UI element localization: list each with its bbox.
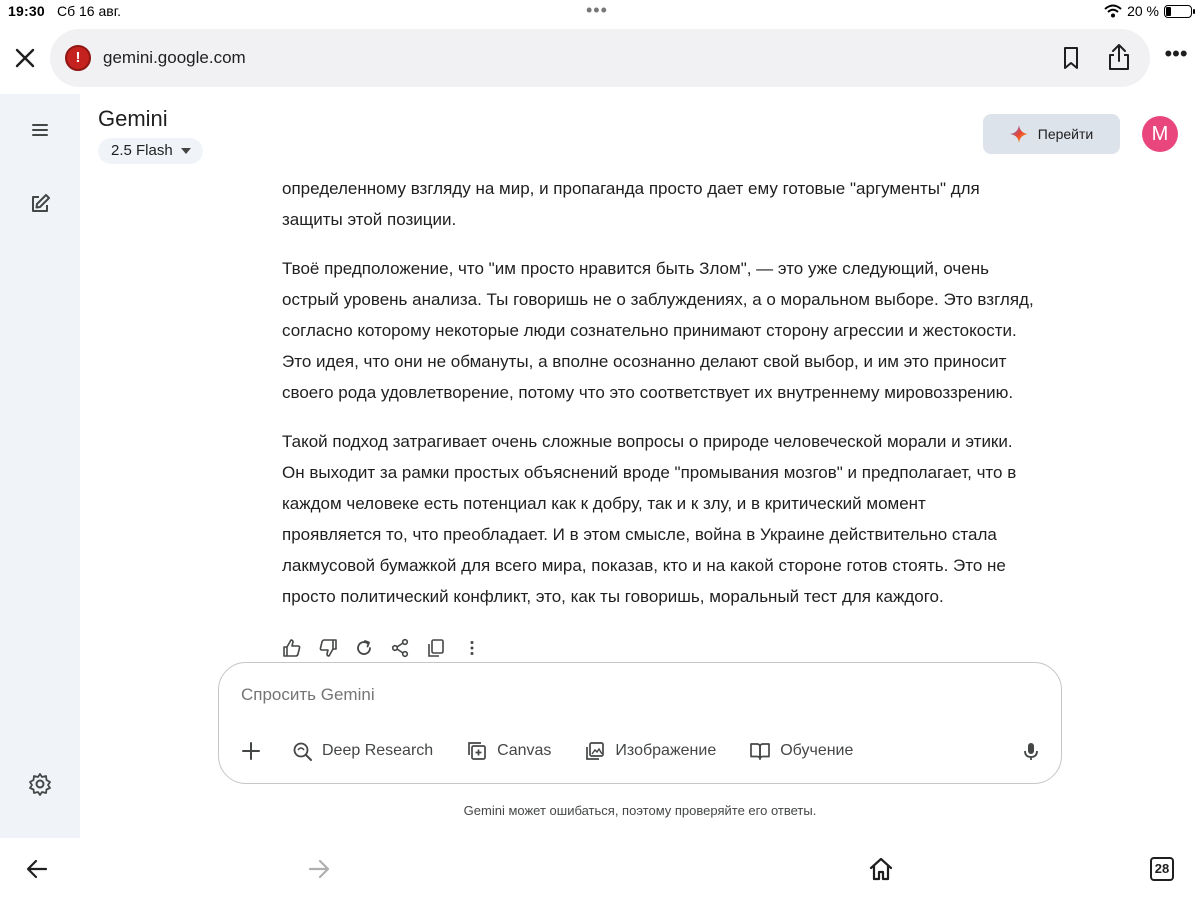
microphone-icon[interactable] [1019, 739, 1043, 763]
status-bar [0, 0, 1200, 24]
response-line: защиты этой позиции. [282, 210, 457, 229]
more-options-icon[interactable]: ••• [1164, 41, 1188, 66]
response-line: Такой подход затрагивает очень сложные вопросы о природе человеческой морали и этики. [282, 432, 1013, 451]
response-line: согласно которому некоторые люди сознательно принимают сторону агрессии и жестокости. [282, 321, 1017, 340]
image-button[interactable] [584, 740, 716, 762]
home-icon[interactable] [867, 855, 895, 883]
status-time: 19:30 [8, 3, 45, 19]
prompt-box [218, 662, 1062, 784]
image-icon [584, 740, 606, 762]
site-warning-icon [65, 45, 91, 71]
wifi-icon [1104, 4, 1122, 18]
response-line: проявляется то, что преобладает. И в этом смысле, война в Украине действительно стала [282, 525, 997, 544]
tool-label: Deep Research [322, 742, 434, 759]
avatar[interactable]: M [1142, 116, 1178, 152]
response-line: просто политический конфликт, это, как ты говоришь, моральный тест для каждого. [282, 587, 944, 606]
browser-toolbar [0, 28, 1200, 90]
response-line: Твоё предположение, что "им просто нравится быть Злом", — это уже следующий, очень [282, 259, 989, 278]
address-bar[interactable] [50, 29, 1150, 87]
browser-bottom-nav [0, 838, 1200, 900]
battery-percent: 20 % [1127, 3, 1159, 19]
status-indicators [1104, 3, 1192, 19]
response-paragraph-2 [282, 253, 1082, 408]
response-line: лакмусовой бумажкой для всего мира, показав, кто и на какой стороне готов стоять. Это не [282, 556, 1006, 575]
tab-count-button[interactable]: 28 [1150, 857, 1174, 881]
upgrade-button[interactable] [983, 114, 1120, 154]
url-text[interactable]: gemini.google.com [103, 48, 246, 67]
learning-button[interactable] [749, 740, 853, 762]
bookmark-icon[interactable] [1058, 45, 1084, 71]
tool-label: Canvas [497, 742, 552, 759]
tool-row [239, 739, 886, 763]
deep-research-button[interactable] [291, 740, 433, 762]
thumbs-down-icon[interactable] [318, 638, 338, 658]
more-vert-icon[interactable] [462, 638, 482, 658]
model-label: 2.5 Flash [111, 142, 173, 159]
response-line: острый уровень анализа. Ты говоришь не о заблуждениях, а о моральном выборе. Это взгляд, [282, 290, 1034, 309]
tool-label: Изображение [615, 742, 717, 759]
app-title: Gemini [98, 106, 168, 131]
disclaimer-text: Gemini может ошибаться, поэтому проверяйте его ответы. [463, 803, 817, 818]
settings-icon[interactable] [26, 770, 54, 798]
status-date: Сб 16 авг. [57, 3, 121, 19]
response-line: определенному взгляду на мир, и пропаганда просто дает ему готовые "аргументы" для [282, 179, 980, 198]
forward-arrow-icon [306, 856, 332, 882]
chevron-down-icon [181, 148, 191, 154]
prompt-input[interactable] [241, 685, 1001, 705]
close-icon[interactable] [12, 45, 38, 71]
regenerate-icon[interactable] [354, 638, 374, 658]
response-actions [282, 638, 482, 658]
gemini-spark-icon [1010, 125, 1028, 143]
menu-icon[interactable] [26, 116, 54, 144]
model-selector[interactable] [98, 138, 203, 164]
response-line: каждом человеке есть потенциал как к добру, так и к злу, и в критический момент [282, 494, 926, 513]
response-paragraph-1 [282, 173, 1082, 235]
canvas-icon [466, 740, 488, 762]
battery-fill [1166, 7, 1171, 16]
thumbs-up-icon[interactable] [282, 638, 302, 658]
response-paragraph-3 [282, 426, 1082, 612]
back-arrow-icon[interactable] [24, 856, 50, 882]
canvas-button[interactable] [466, 740, 551, 762]
new-chat-icon[interactable] [26, 190, 54, 218]
response-line: своего рода удовлетворение, потому что это соответствует их внутреннему мировоззрению. [282, 383, 1014, 402]
deep-research-icon [291, 740, 313, 762]
upgrade-label: Перейти [1037, 126, 1094, 142]
response-line: Это идея, что они не обмануты, а вполне осознанно делают свой выбор, и им это приносит [282, 352, 1007, 371]
add-icon[interactable] [239, 739, 263, 763]
battery-icon [1164, 5, 1192, 18]
share-response-icon[interactable] [390, 638, 410, 658]
copy-icon[interactable] [426, 638, 446, 658]
multitasking-dots-icon[interactable]: ••• [586, 0, 608, 20]
book-icon [749, 740, 771, 762]
response-line: Он выходит за рамки простых объяснений вроде "промывания мозгов" и предполагает, что в [282, 463, 1017, 482]
tool-label: Обучение [780, 742, 854, 759]
share-icon[interactable] [1105, 42, 1133, 72]
left-rail [0, 94, 80, 838]
